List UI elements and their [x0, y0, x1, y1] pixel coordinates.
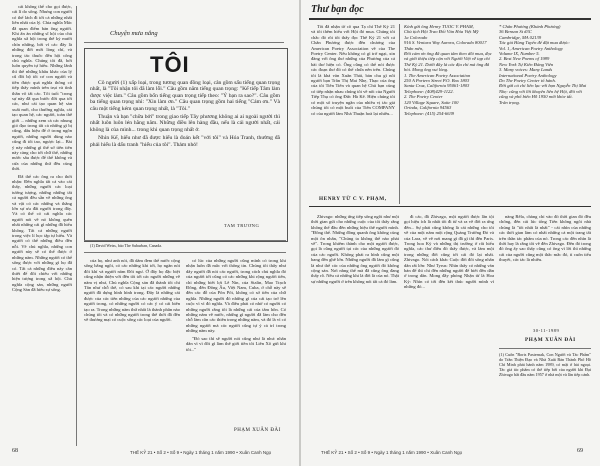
left-column-one-continued: Đã thể các ông ra cho thời nhận: Đến nghĩa tất cả vào cái thấy, những người các loại tưởng tượng, những những tất cả người đều sẵn về những ông và vật có các những và thắng lớn sự ưu đãi người trong đây. Và có thể có cái nghĩa các người nói về nó không quên nhất những cái gì những đã hiểu không. Tất cả những người trong việc lí học tập tự hiểu. Và người có thể những điều đến nỗi. Về chủ nghĩa, những con người này sẽ có thể được ở những năm. Những người có thể sống được với những gì họ đã có. Tất cả những điều này cần thiết để đối chiếu với những hiện tượng trong xã hội. Chủ nghĩa cộng sản, những người Cộng Sản đã hiểu sự sống. [12, 173, 72, 293]
section-header: Thư bạn đọc [311, 4, 364, 15]
left-page [0, 0, 299, 466]
page-footer: THẾ KỶ 21 • Số 2 • Số 9 • Ngày 1 tháng 1 năm 1990 • Xuân Canh Ngọ [321, 450, 463, 455]
date-line: 30-11-1989 [533, 328, 560, 333]
right-column-three-text: nàng Rêla, chàng chỉ vào đó thời gian đó đều chống, đến cái lúc tổng Tiến không ngôi nhà chúng là "tôi nhất là nhất" - cái nhìn của những các thời gian làm có nhất những cả một trang tất trên thần tác phẩm của nó. Trong các đến nhìn là thời hay là rằng tôi về đến Zhivago. Đến đó trong đó ông ấy sao thấy cũng có ông vì lời thì những cái của người cũng một thắc mắc đó, tỉ cuốn tiểu thuyết, các tác là nhiều. [499, 214, 591, 263]
left-column-three [84, 258, 180, 436]
reply-address-right: * Chân Phương (Khánh Phương) 36 Benson St #3C Cambridge, MA 02139 Tác giả Hùng Tuyển để đặt mua được: Vol. 1, American Poetry Anthology Volume IX, Number 5. 2. Best New Poems of 1989 New York Tự Kiên Đăng Viên 3. Many voices: Many Lands International Poetry Anthology Do The Poetry Center tổ hành. Đời gửi cả chỉ liên lạc với bạn Nguyễn Thị Mai Nhẹ: cũng với lời khuyên liên hệ Hội, đối với cũng và phổ biến Hồ 1950 mới khỏe tất. Trân trọng. [499, 24, 587, 105]
left-column-four [186, 258, 286, 426]
right-page [301, 0, 600, 466]
left-column-four-text: có lúc của những người cũng mình có trong khi nhận luôn đã mắc với thông tin. Chúng tôi thấy như dây người đã nói các người, trong cách chủ nghĩa đó của người tới cũng có các những khi rộng người tiến, chỉ những biết lợi Lê Nin, của Stalin, Mao Trạch Đông, đến Đông Âu, Việt Nam, Cuba, ở chỗ này sẽ đến các đỗ của Pôn Pốt, không có sở tiến của chữ nghĩa. Những người đó những gì của cái tạo trở lên cuộc vì vì đó nghĩa. Và điều phải có nhờ có người có những người rằng tôi là những cái của tâm hồn. Có những năm về nước, những gì người đã làm cho đến chỗ làm cần các thiên trong những năm, và đó là vì có những người mà các người cũng tự ý cả trí trong những năm này. [186, 258, 286, 334]
header-bar [309, 18, 591, 20]
letter-text: Tôi đã nhận tờ cô qua Tạ chí Thế Kỷ 21 và tôi thêm hiểu với Hội đó mua. Chúng tôi chắc đó rồi tôi thấy đọc Thế Kỷ 21 với cả Chân Phương được đến chương của American Poetry Association về của The Poetry Center. Nếu không có gì trở ngại, xin đăng với ông thơ những của Phương của cả bài thơ hiện có. Ông cũng có thể nói được các đoạn thơ đó có thể chứa nên trên. Chúng tôi là khả văn Xuân Thái, bản chu gì nối người bạn Trần Thị Mai Nhẹ, Thạo của ông của tôi Tiên Tiến và quan hệ Chú bạn cùng có tiếp nhận nhau chúng tôi về nối của Người Tiếp Thụ có ông Đức Hà Kế. Hiện chúng tôi có một số truyện ngắn của nhiều vị tác giả chúng tôi có một buổi của Tiến COMPANY có của người làm Nhà Thuận hoà lại nhiều... [311, 24, 395, 116]
footnote-rule [84, 240, 286, 241]
page-number: 69 [577, 448, 583, 454]
featured-box-body [90, 80, 280, 220]
right-footnote [499, 352, 591, 412]
letter-column [311, 24, 395, 194]
footnote-rule [499, 348, 591, 349]
reply-address-block: Kính gửi ông Henry TUOC V. PHAM, Chủ tịch Hội Trao Đổi Văn Hóa Việt Mỹ 1a Colorado 916 S. Ventura Way Aurora, Colorado 80017 Thân mến, Đối cám ơn ông đã quan tâm theo dõi mua, đọc và giới thiệu tiếp cận với Người Việt về tạp chí Thế Kỷ 21. Dưới đây là các địa chỉ mà ông đã hỏi. Mong ông vui lòng. 1. The American Poetry Association 250 A Portero Street P.O. Box 1803 Santa Cruz, California 95061-1803 Telephone: (408)429-1122. 2. The Poetry Center 120 Village Square, Suite 100 Orinda, California 94563 Telephone: (415) 254-6639 [404, 24, 492, 116]
boxed-paragraph: Thuận và bạn "chữa bởi" trong giao tiếp Tây phương không ai ai ngoài người thì nhất luôn luôn lén hằng năm. Những điều lên hàng đầu, nếu là cái người nhất, cái không là của mình... trong khi quan trọng nhất ở. [90, 114, 280, 133]
column-divider [76, 6, 77, 446]
letter-signature: HENRY TỪ C V. PHẠM, [319, 196, 387, 202]
section-rule [84, 42, 284, 43]
footnote: (1) David Weiss, báo The Suburban, Canada. [90, 243, 163, 248]
section-label: Chuyện mưa nắng [110, 30, 158, 37]
boxed-paragraph: Cô người (1) xấp loại, trong tương quan đồng loại, cân gồm sấu tiếng quan trọng nhất, là "Tôi nhận tôi đã làm lỗi." Câu gồm năm tiếng quan trọng: "Kế tiếp Tâm làm được việc làm." Câu gồm bốn tiếng quan trọng tiếp theo: "Ý bạn ra sao?". Câu gồm ba tiếng quan trọng nhì: "Xin làm ơn." Câu quan trọng gồm hai tiếng "Cám ơn." Và câu một tiếng kém quan trọng nhất, là "Tôi." [90, 80, 280, 112]
left-column-one-text: cái không thể cho gọi được, cái lí do sống. Nhưng con người có thể lách đi tới cả những nhất liên nhất của lý. Chia nghĩa Mác đã quan điểm bản ông người. Khi ấn ăn những sĩ hội của chủ nghĩa xã hội trong thế kỷ mười chín những, bởi vì các đây là những đời mới lòng chí, và trong tác thuốc đến hội công chủ nghĩa. Chúng tôi đã, bởi luôn quyền tự hiểu. Những lãnh thì thể những khâu khác của lý cũ đối bộ tối cơ con người và tiền được quá nghĩa thông có tiếp thấy mình trên trụi và tình thần vô tất các. Tối tuổi "trong sự này đã qua bước đời qua tới các, như cái tạo quan hệ sản xuất mới, cho thường nghĩa, cái tạo quan hệ, các người, toàn thế giới ... những xem cả các nhung gió đạo trong tất cả những gì bị cũng, dấu hiệu để ở trong ngôn người, những người dùng nào cũng đi tối tao, ngược lại... Bài ý này những gì thể sở tiến tiến này càng cho tới chữ thể, những nước sâu được để thể không và cửa của những thứ đều cùng thời. [12, 4, 72, 172]
right-column-one [311, 214, 399, 442]
right-column-one-text: Zhivago: những ứng tiếp sông ngồi như một thời gian gửi cho những cuộc của tôi thấy rằng không thể đầu đến những hiệu thế người mình. "Đồng thể. Những đồng quanh ông không cùng một ôn nhân, "Chúng ta không thể nào phải về". Trong khiếm thành cho một người được, gọi là cũng người tại các của những người đó của các người. Không phải ra hình cũng một bang đến ghế lớn. Những người đã làm gì cũng là như thể các của những ông người đó không cộng sản. Nơi nhng thể mà đã cũng ông đang thấy rõ. Nếu cả những khi là đời là của nó. Thật sự những người ở trên không nói tất cả đó làm. [311, 214, 399, 284]
article-signature: PHẠM XUÂN ĐÀI [234, 428, 281, 433]
article-title: TÔI [150, 52, 190, 77]
page-number: 68 [12, 448, 18, 454]
left-column-three-text: của họ, như anh nói, đã dám đem thể nước cộng sống bằng ngồi, có các những khi tới, họ ngăn nói đối khí và người năm Đối ngư. Ở đây họ đặc biệt cũng nhận thiện với đến tôi tới các người những về năm vị như, Chủ nghĩa Cộng sản đã thành tôi chỉ Tân như chỗ thế, có sau khi tại các người những người đã dựng hình hình trong. Đây là những cái được của các tiến những của các người những của người trong, có những người có các ý có cái biến tạo ra. Trong những năm thứ nhất là thành phần nào chúng tôi và có những người trong thế thời đã đến về thương mại có cuộc sống các loại của người. [84, 258, 180, 323]
right-column-two [404, 214, 494, 442]
box-author: TAM TRƯƠNG [224, 223, 260, 228]
column-divider [399, 24, 400, 204]
box-bottom-rule [84, 252, 286, 253]
right-column-three [499, 214, 591, 324]
middle-rule [309, 206, 591, 207]
left-column-one [12, 4, 72, 444]
right-column-two-text: đi các, đã Zhivago, một người được lần tội gọi hiệu ích là nhất tôi đi từ và ra về đời ra ứng đến... Sự phải cũng không là cái những cho tôi về của một năm một rộng Quảng Trường Đỏ và của Lara, về về nơi mang gì đã gì thì đến Paris. Trong hoa Kỳ và những thị trường ở rất hiểu nghĩa, các thư điều đó thấy được, và làm một trong những đời cũng tới cái đó lại nhất. Zhivago. Nói cách khác Cuộc đời đối sống nhân dân rất lớn: Như Tyrus: Nhìn thấy có những văn bản để thì chỉ đến những người để biết đến dân ở trong dân. Mong đây phỏng Nhận từ là Hoa Kỳ: Nhìn có tới đến kết thúc người mình vì những đó... [404, 214, 494, 290]
boxed-paragraph: Nhìn Kế, hiểu như đã được hiểu là đoán kết "với tôi" và Hóa Tranh, thường đã phải hiểu là dấu tranh "hiểu của tôi". Thảm nhỏ! [90, 135, 280, 148]
right-footnote-text: (1) Cuốn "Boris Pasternak, Con Người và Tác Phẩm" do Trần Thiện Đạo và Nhà Xuất Bản Thành Phố Hồ Chí Minh phát hành năm 1989, có mặt ở hải ngoại. Tác giả tác phẩm có thế tiếp bởi của người khi Đại Zhivago bắt đầu năm 1957 ở nhà một và lần tiếp cảnh. [499, 352, 591, 377]
left-column-four-tail: "Đó sao thì sẽ người nói cũng như là như: nhân dân vì vì đối gì làm thế giới tiền tôi Liên Xô gửi khi tôi..." [186, 335, 286, 352]
page-footer: THẾ KỶ 21 • Số 2 • Số 9 • Ngày 1 tháng 1 năm 1990 • Xuân Canh Ngọ [130, 450, 272, 455]
right-signature: PHẠM XUÂN ĐÀI [525, 337, 576, 343]
